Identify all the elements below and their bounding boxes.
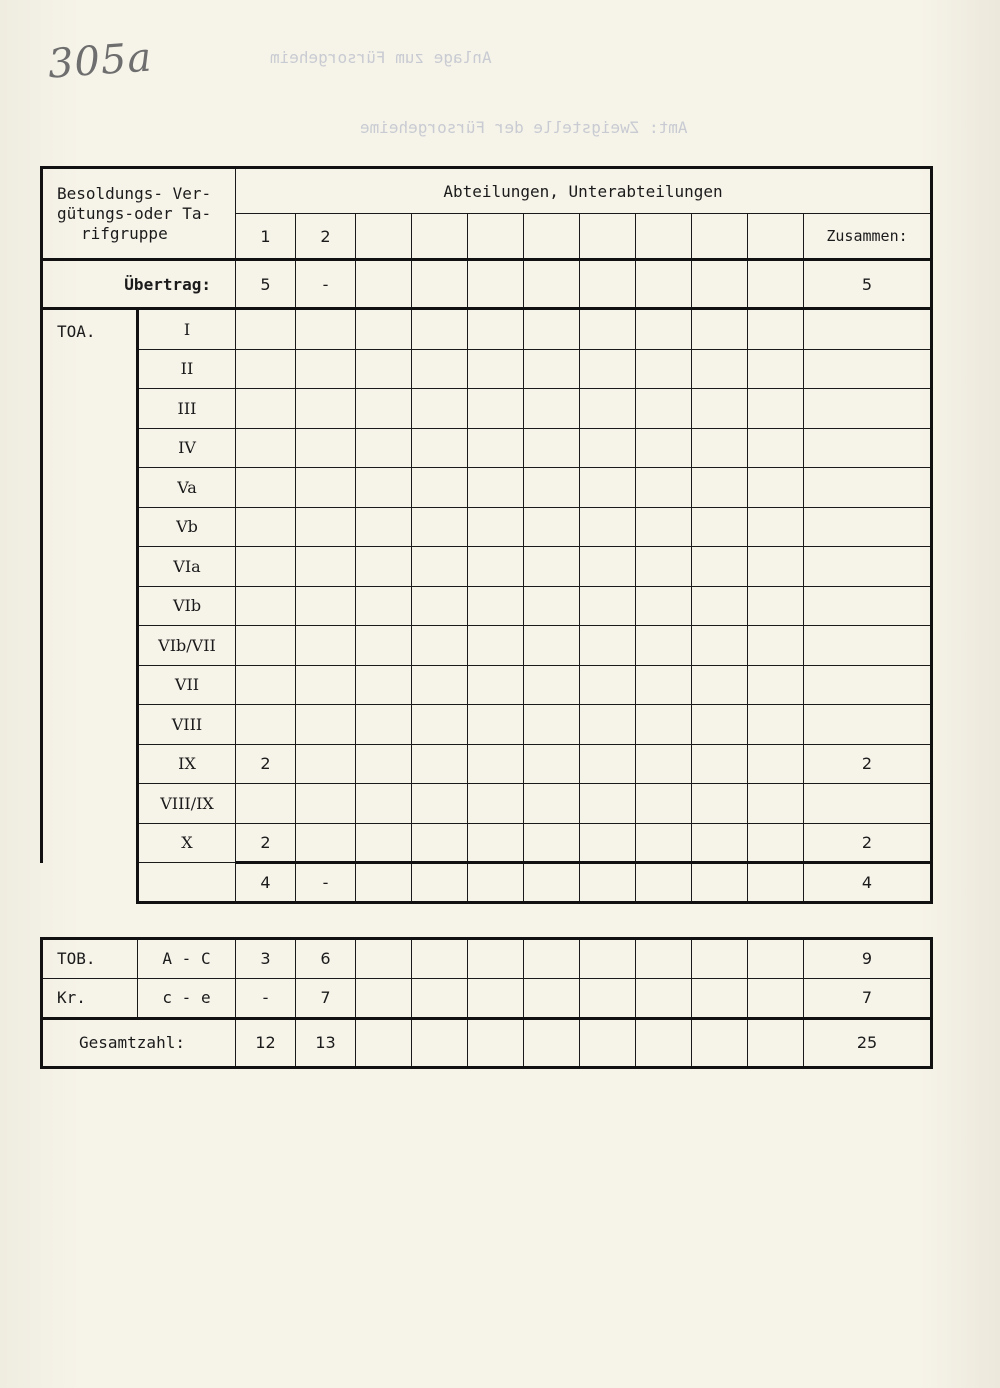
toa-total (804, 626, 932, 666)
cell-empty (412, 626, 468, 666)
toa-c2 (296, 468, 356, 508)
cell-empty (524, 428, 580, 468)
spacer-row (42, 903, 932, 939)
cell-empty (412, 665, 468, 705)
cell-empty (748, 349, 804, 389)
cell-empty (356, 665, 412, 705)
cell-empty (412, 260, 468, 309)
toa-c2 (296, 349, 356, 389)
cell-empty (748, 260, 804, 309)
uebertrag-row (42, 260, 932, 309)
toa-row (42, 349, 932, 389)
toa-c1 (236, 428, 296, 468)
cell-empty (580, 547, 636, 587)
cell-empty (692, 978, 748, 1018)
toa-c1 (236, 468, 296, 508)
cell-empty (412, 978, 468, 1018)
cell-empty (580, 626, 636, 666)
cell-empty (692, 507, 748, 547)
toa-section (42, 309, 932, 863)
cell-empty (636, 705, 692, 745)
cell-empty (356, 389, 412, 429)
cell-empty (356, 823, 412, 863)
cell-empty (412, 349, 468, 389)
cell-empty (468, 260, 524, 309)
cell-empty (748, 665, 804, 705)
cell-empty (580, 784, 636, 824)
toa-row (42, 784, 932, 824)
toa-c2 (296, 823, 356, 863)
toa-c1 (236, 507, 296, 547)
cell-empty (468, 978, 524, 1018)
cell-empty (356, 705, 412, 745)
cell-empty (580, 309, 636, 350)
cell-empty (636, 507, 692, 547)
cell-empty (748, 428, 804, 468)
uebertrag-col-2: - (296, 260, 356, 309)
cell-empty (356, 744, 412, 784)
toa-group: X (138, 823, 236, 863)
toa-row (42, 744, 932, 784)
cell-empty (692, 547, 748, 587)
cell-empty (524, 823, 580, 863)
kr-group: c - e (138, 978, 236, 1018)
cell-empty (524, 1018, 580, 1067)
cell-empty (748, 705, 804, 745)
header-col-empty (748, 214, 804, 260)
cell-empty (692, 309, 748, 350)
cell-empty (468, 823, 524, 863)
toa-row (42, 309, 932, 350)
cell-empty (356, 507, 412, 547)
cell-empty (468, 863, 524, 903)
cell-empty (748, 507, 804, 547)
cell-empty (468, 784, 524, 824)
cell-empty (468, 1018, 524, 1067)
cell-empty (356, 784, 412, 824)
cell-empty (524, 547, 580, 587)
cell-empty (412, 784, 468, 824)
cell-empty (636, 309, 692, 350)
cell-empty (580, 705, 636, 745)
cell-empty (580, 863, 636, 903)
cell-empty (524, 507, 580, 547)
cell-empty (636, 586, 692, 626)
cell-empty (692, 1018, 748, 1067)
toa-c2 (296, 705, 356, 745)
cell-empty (580, 744, 636, 784)
cell-empty (580, 1018, 636, 1067)
cell-empty (692, 938, 748, 978)
toa-group: VIb (138, 586, 236, 626)
cell-empty (524, 938, 580, 978)
toa-c1 (236, 547, 296, 587)
cell-empty (524, 389, 580, 429)
toa-c1 (236, 349, 296, 389)
handwritten-number: 305a (46, 34, 154, 88)
header-col-empty (580, 214, 636, 260)
toa-group: Vb (138, 507, 236, 547)
cell-empty (468, 507, 524, 547)
cell-empty (580, 260, 636, 309)
cell-empty (748, 389, 804, 429)
toa-group: Va (138, 468, 236, 508)
cell-empty (692, 744, 748, 784)
toa-total: 2 (804, 823, 932, 863)
header-col-empty (412, 214, 468, 260)
toa-c1 (236, 309, 296, 350)
cell-empty (748, 863, 804, 903)
cell-empty (468, 349, 524, 389)
header-departments: Abteilungen, Unterabteilungen (236, 168, 932, 214)
cell-empty (692, 626, 748, 666)
toa-c1 (236, 784, 296, 824)
header-col-empty (524, 214, 580, 260)
cell-empty (356, 1018, 412, 1067)
cell-empty (42, 903, 138, 939)
toa-row (42, 428, 932, 468)
cell-empty (748, 586, 804, 626)
cell-empty (524, 468, 580, 508)
tob-group: A - C (138, 938, 236, 978)
toa-total (804, 507, 932, 547)
toa-group: VIb/VII (138, 626, 236, 666)
cell-empty (748, 784, 804, 824)
toa-group: VIII/IX (138, 784, 236, 824)
cell-empty (412, 389, 468, 429)
toa-row (42, 547, 932, 587)
cell-empty (636, 784, 692, 824)
toa-total (804, 389, 932, 429)
toa-c2 (296, 586, 356, 626)
cell-empty (580, 978, 636, 1018)
cell-empty (748, 547, 804, 587)
cell-empty (468, 665, 524, 705)
toa-total (804, 705, 932, 745)
toa-subtotal-row (42, 863, 932, 903)
kr-col-2: 7 (296, 978, 356, 1018)
cell-empty (692, 389, 748, 429)
cell-empty (636, 978, 692, 1018)
toa-group: IX (138, 744, 236, 784)
toa-total (804, 428, 932, 468)
cell-empty (748, 468, 804, 508)
gesamt-total: 25 (804, 1018, 932, 1067)
toa-group: VII (138, 665, 236, 705)
cell-empty (692, 428, 748, 468)
ghost-text-line2: Amt: Zweigstelle der Fürsorgeheime (360, 118, 688, 137)
header-col-empty (468, 214, 524, 260)
cell-empty (580, 389, 636, 429)
cell-empty (692, 468, 748, 508)
toa-row (42, 665, 932, 705)
toa-total: 2 (804, 744, 932, 784)
header-col-empty (636, 214, 692, 260)
header-group-label (42, 168, 236, 260)
toa-group: I (138, 309, 236, 350)
cell-empty (524, 705, 580, 745)
cell-empty (468, 938, 524, 978)
toa-total (804, 349, 932, 389)
header-col-empty (356, 214, 412, 260)
cell-empty (692, 705, 748, 745)
toa-total (804, 665, 932, 705)
cell-empty (580, 428, 636, 468)
cell-empty (468, 309, 524, 350)
cell-empty (692, 586, 748, 626)
toa-total (804, 784, 932, 824)
cell-empty (524, 586, 580, 626)
tob-col-2: 6 (296, 938, 356, 978)
cell-empty (412, 507, 468, 547)
cell-empty (748, 938, 804, 978)
cell-empty (356, 260, 412, 309)
toa-subtotal-col-2: - (296, 863, 356, 903)
gesamt-row (42, 1018, 932, 1067)
toa-c1 (236, 586, 296, 626)
header-group-label-line1: Besoldungs- Ver- (57, 183, 212, 203)
cell-empty (468, 586, 524, 626)
toa-row (42, 823, 932, 863)
header-group-label-line2: gütungs-oder Ta- (57, 203, 212, 223)
gesamt-col-2: 13 (296, 1018, 356, 1067)
kr-row (42, 978, 932, 1018)
cell-empty (524, 349, 580, 389)
cell-empty (748, 309, 804, 350)
toa-row (42, 389, 932, 429)
cell-empty (636, 547, 692, 587)
cell-empty (636, 260, 692, 309)
toa-c2 (296, 744, 356, 784)
cell-empty (636, 665, 692, 705)
toa-group: IV (138, 428, 236, 468)
ghost-text-line1: Anlage zum Fürsorgeheim (270, 48, 492, 67)
toa-total (804, 586, 932, 626)
cell-empty (524, 978, 580, 1018)
toa-c2 (296, 665, 356, 705)
toa-c1: 2 (236, 744, 296, 784)
cell-empty (580, 823, 636, 863)
toa-c2 (296, 547, 356, 587)
toa-total (804, 309, 932, 350)
toa-row (42, 507, 932, 547)
cell-empty (412, 468, 468, 508)
cell-empty (580, 507, 636, 547)
cell-empty (524, 626, 580, 666)
toa-subtotal-col-1: 4 (236, 863, 296, 903)
cell-empty (42, 863, 138, 903)
toa-c2 (296, 428, 356, 468)
uebertrag-label: Übertrag: (42, 260, 236, 309)
cell-empty (636, 823, 692, 863)
cell-empty (356, 938, 412, 978)
toa-row (42, 626, 932, 666)
kr-label: Kr. (42, 978, 138, 1018)
cell-empty (692, 665, 748, 705)
toa-group: VIa (138, 547, 236, 587)
cell-empty (468, 705, 524, 745)
cell-empty (748, 823, 804, 863)
uebertrag-total: 5 (804, 260, 932, 309)
cell-empty (524, 309, 580, 350)
cell-empty (636, 349, 692, 389)
cell-empty (356, 349, 412, 389)
cell-empty (692, 784, 748, 824)
toa-row (42, 705, 932, 745)
cell-empty (692, 863, 748, 903)
toa-row (42, 468, 932, 508)
cell-empty (412, 863, 468, 903)
cell-empty (356, 309, 412, 350)
cell-empty (692, 823, 748, 863)
staff-table (40, 166, 933, 1069)
cell-empty (356, 468, 412, 508)
cell-empty (356, 586, 412, 626)
cell-empty (748, 978, 804, 1018)
cell-empty (356, 626, 412, 666)
toa-c2 (296, 784, 356, 824)
toa-group: VIII (138, 705, 236, 745)
cell-empty (412, 547, 468, 587)
header-total: Zusammen: (804, 214, 932, 260)
cell-empty (636, 428, 692, 468)
gesamt-label: Gesamtzahl: (42, 1018, 236, 1067)
tob-label: TOB. (42, 938, 138, 978)
cell-empty (412, 309, 468, 350)
cell-empty (468, 626, 524, 666)
cell-empty (748, 744, 804, 784)
cell-empty (636, 468, 692, 508)
cell-empty (524, 260, 580, 309)
cell-empty (580, 468, 636, 508)
cell-empty (748, 1018, 804, 1067)
cell-empty (412, 1018, 468, 1067)
cell-empty (138, 903, 932, 939)
toa-c1: 2 (236, 823, 296, 863)
cell-empty (412, 823, 468, 863)
cell-empty (580, 349, 636, 389)
toa-row (42, 586, 932, 626)
toa-subtotal-total: 4 (804, 863, 932, 903)
cell-empty (412, 744, 468, 784)
cell-empty (468, 547, 524, 587)
header-group-label-line3: rifgruppe (81, 223, 168, 243)
cell-empty (412, 705, 468, 745)
toa-c1 (236, 626, 296, 666)
toa-group: II (138, 349, 236, 389)
tob-total: 9 (804, 938, 932, 978)
header-row-1 (42, 168, 932, 214)
header-col-2: 2 (296, 214, 356, 260)
cell-empty (580, 665, 636, 705)
toa-total (804, 547, 932, 587)
cell-empty (636, 744, 692, 784)
toa-c1 (236, 665, 296, 705)
kr-col-1: - (236, 978, 296, 1018)
toa-c2 (296, 309, 356, 350)
toa-c2 (296, 626, 356, 666)
cell-empty (138, 863, 236, 903)
cell-empty (468, 468, 524, 508)
cell-empty (468, 744, 524, 784)
toa-c2 (296, 389, 356, 429)
cell-empty (356, 428, 412, 468)
cell-empty (636, 1018, 692, 1067)
cell-empty (524, 863, 580, 903)
toa-c2 (296, 507, 356, 547)
cell-empty (692, 260, 748, 309)
kr-total: 7 (804, 978, 932, 1018)
cell-empty (524, 744, 580, 784)
tob-col-1: 3 (236, 938, 296, 978)
header-col-1: 1 (236, 214, 296, 260)
cell-empty (580, 586, 636, 626)
cell-empty (412, 586, 468, 626)
toa-c1 (236, 389, 296, 429)
cell-empty (468, 389, 524, 429)
cell-empty (692, 349, 748, 389)
header-col-empty (692, 214, 748, 260)
uebertrag-col-1: 5 (236, 260, 296, 309)
cell-empty (636, 389, 692, 429)
gesamt-col-1: 12 (236, 1018, 296, 1067)
cell-empty (580, 938, 636, 978)
cell-empty (636, 626, 692, 666)
cell-empty (356, 978, 412, 1018)
cell-empty (356, 863, 412, 903)
cell-empty (524, 784, 580, 824)
cell-empty (356, 547, 412, 587)
toa-c1 (236, 705, 296, 745)
cell-empty (748, 626, 804, 666)
cell-empty (412, 428, 468, 468)
cell-empty (524, 665, 580, 705)
toa-group: III (138, 389, 236, 429)
cell-empty (468, 428, 524, 468)
cell-empty (636, 938, 692, 978)
cell-empty (636, 863, 692, 903)
tob-row (42, 938, 932, 978)
toa-total (804, 468, 932, 508)
toa-label: TOA. (42, 309, 138, 863)
cell-empty (412, 938, 468, 978)
